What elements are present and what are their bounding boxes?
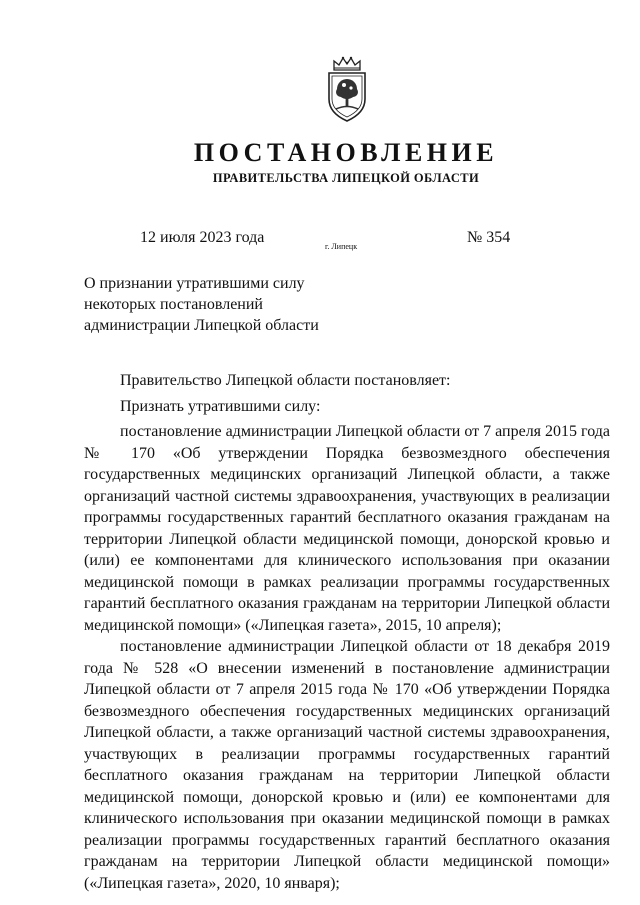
body-paragraph: Правительство Липецкой области постановляет: [120, 372, 451, 389]
heading-line: некоторых постановлений [84, 296, 263, 313]
document-title: ПОСТАНОВЛЕНИЕ [193, 138, 499, 167]
body-paragraph: постановление администрации Липецкой области от 7 апреля 2015 года № 170 «Об утверждении Порядка безвозмездного обеспечения государственных медицинских организаций Липецкой области, а также организаций частной системы здравоохранения, участвующих в реализации программы государственных гарантий бесплатного оказания гражданам на территории Липецкой области медицинской помощи, донорской кровью и (или) ее компонентами для клинического использования при оказании медицинской помощи в рамках реализации программы государственных гарантий бесплатного оказания гражданам на территории Липецкой области медицинской помощи» («Липецкая газета», 2015, 10 апреля); [84, 423, 610, 634]
coat-of-arms-icon [322, 55, 372, 125]
heading-line: О признании утратившими силу [84, 275, 305, 292]
document-place: г. Липецк [325, 242, 358, 251]
document-subtitle: ПРАВИТЕЛЬСТВА ЛИПЕЦКОЙ ОБЛАСТИ [212, 171, 480, 185]
document-date: 12 июля 2023 года [140, 229, 265, 246]
body-paragraph: Признать утратившими силу: [120, 397, 321, 415]
document-body [84, 370, 610, 894]
document-heading [84, 273, 344, 336]
document-number: № 354 [467, 229, 511, 246]
heading-line: администрации Липецкой области [84, 317, 319, 334]
body-paragraph: постановление администрации Липецкой области от 18 декабря 2019 года № 528 «О внесении изменений в постановление администрации Липецкой области от 7 апреля 2015 года № 170 «Об утверждении Порядка безвозмездного обеспечения государственных медицинских организаций Липецкой области, а также организаций частной системы здравоохранения, участвующих в реализации программы государственных гарантий бесплатного оказания гражданам на территории Липецкой области медицинской помощи, донорской кровью и (или) ее компонентами для клинического использования при оказании медицинской помощи в рамках реализации программы государственных гарантий бесплатного оказания гражданам на территории Липецкой области медицинской помощи» («Липецкая газета», 2020, 10 января); [84, 638, 610, 892]
